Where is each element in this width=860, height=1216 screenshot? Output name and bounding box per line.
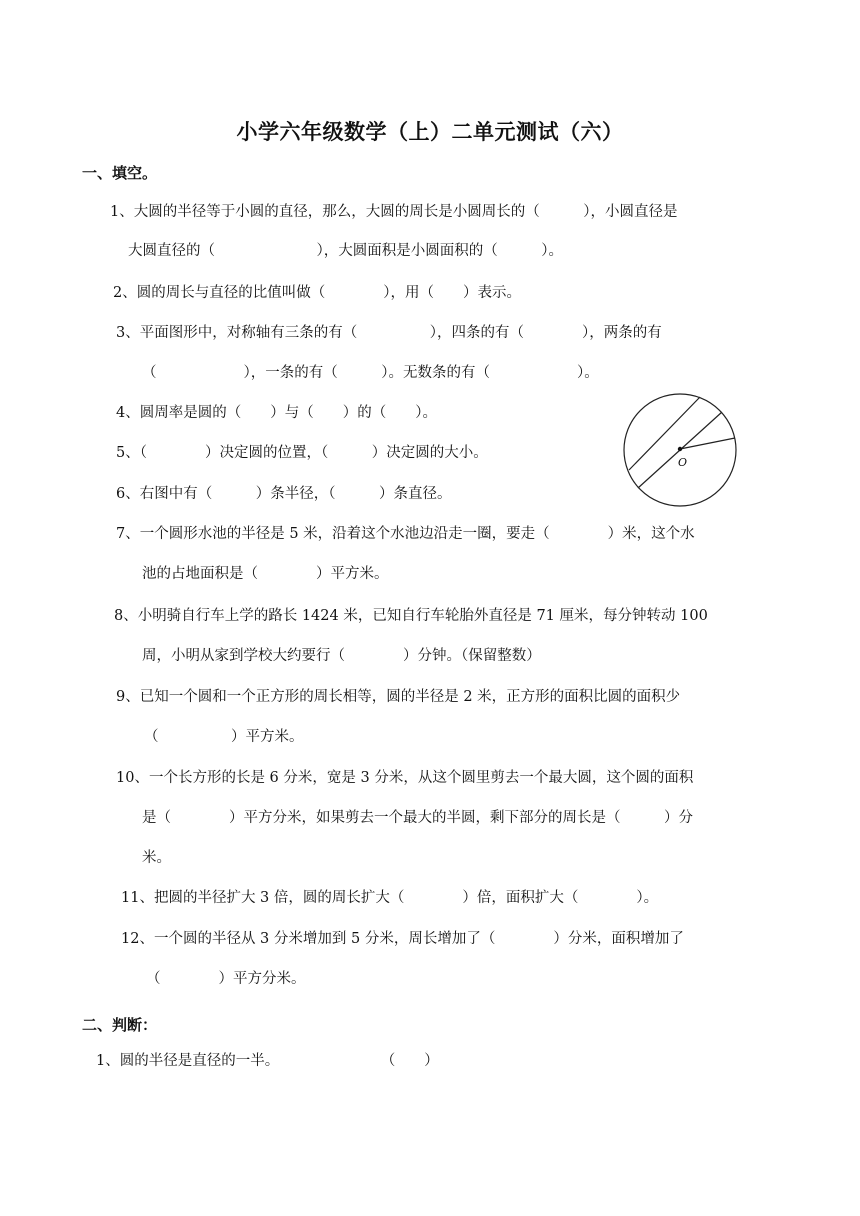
- question-line: 3、平面图形中，对称轴有三条的有（ ），四条的有（ ），两条的有: [116, 325, 662, 341]
- chord-line: [629, 397, 700, 470]
- question-line: 米。: [142, 850, 171, 866]
- page-title: 小学六年级数学（上）二单元测试（六）: [236, 120, 624, 144]
- radius-line: [680, 438, 735, 449]
- question-line: （ ），一条的有（ ）。无数条的有（ ）。: [142, 365, 599, 381]
- question-line: 2、圆的周长与直径的比值叫做（ ），用（ ）表示。: [113, 285, 521, 301]
- question-line: （ ）平方分米。: [146, 971, 306, 987]
- center-label: O: [678, 456, 688, 469]
- question-line: 大圆直径的（ ），大圆面积是小圆面积的（ ）。: [128, 243, 563, 259]
- question-line: 是（ ）平方分米，如果剪去一个最大的半圆，剩下部分的周长是（ ）分: [142, 810, 693, 826]
- question-line: 4、圆周率是圆的（ ）与（ ）的（ ）。: [116, 405, 437, 421]
- question-line: （ ）平方米。: [144, 729, 304, 745]
- question-line: 1、圆的半径是直径的一半。 （ ）: [96, 1053, 439, 1069]
- question-line: 7、一个圆形水池的半径是 5 米，沿着这个水池边沿走一圈，要走（ ）米，这个水: [116, 526, 695, 542]
- center-point: [678, 447, 682, 451]
- question-line: 周，小明从家到学校大约要行（ ）分钟。（保留整数）: [142, 648, 541, 664]
- circle-figure: [618, 388, 742, 512]
- question-line: 池的占地面积是（ ）平方米。: [142, 566, 389, 582]
- question-line: 12、一个圆的半径从 3 分米增加到 5 分米，周长增加了（ ）分米，面积增加了: [121, 931, 684, 947]
- question-line: 5、（ ）决定圆的位置，（ ）决定圆的大小。: [116, 445, 488, 461]
- question-line: 11、把圆的半径扩大 3 倍，圆的周长扩大（ ）倍，面积扩大（ ）。: [121, 890, 659, 906]
- section-heading-judge: 二、判断：: [82, 1016, 158, 1034]
- question-line: 10、一个长方形的长是 6 分米，宽是 3 分米，从这个圆里剪去一个最大圆，这个圆的面积: [116, 770, 694, 786]
- question-line: 8、小明骑自行车上学的路长 1424 米，已知自行车轮胎外直径是 71 厘米，每分钟转动 100: [114, 608, 708, 624]
- section-heading-fill: 一、填空。: [82, 164, 158, 182]
- question-line: 1、大圆的半径等于小圆的直径，那么，大圆的周长是小圆周长的（ ），小圆直径是: [110, 204, 678, 220]
- question-line: 9、已知一个圆和一个正方形的周长相等，圆的半径是 2 米，正方形的面积比圆的面积少: [116, 689, 681, 705]
- question-line: 6、右图中有（ ）条半径，（ ）条直径。: [116, 486, 452, 502]
